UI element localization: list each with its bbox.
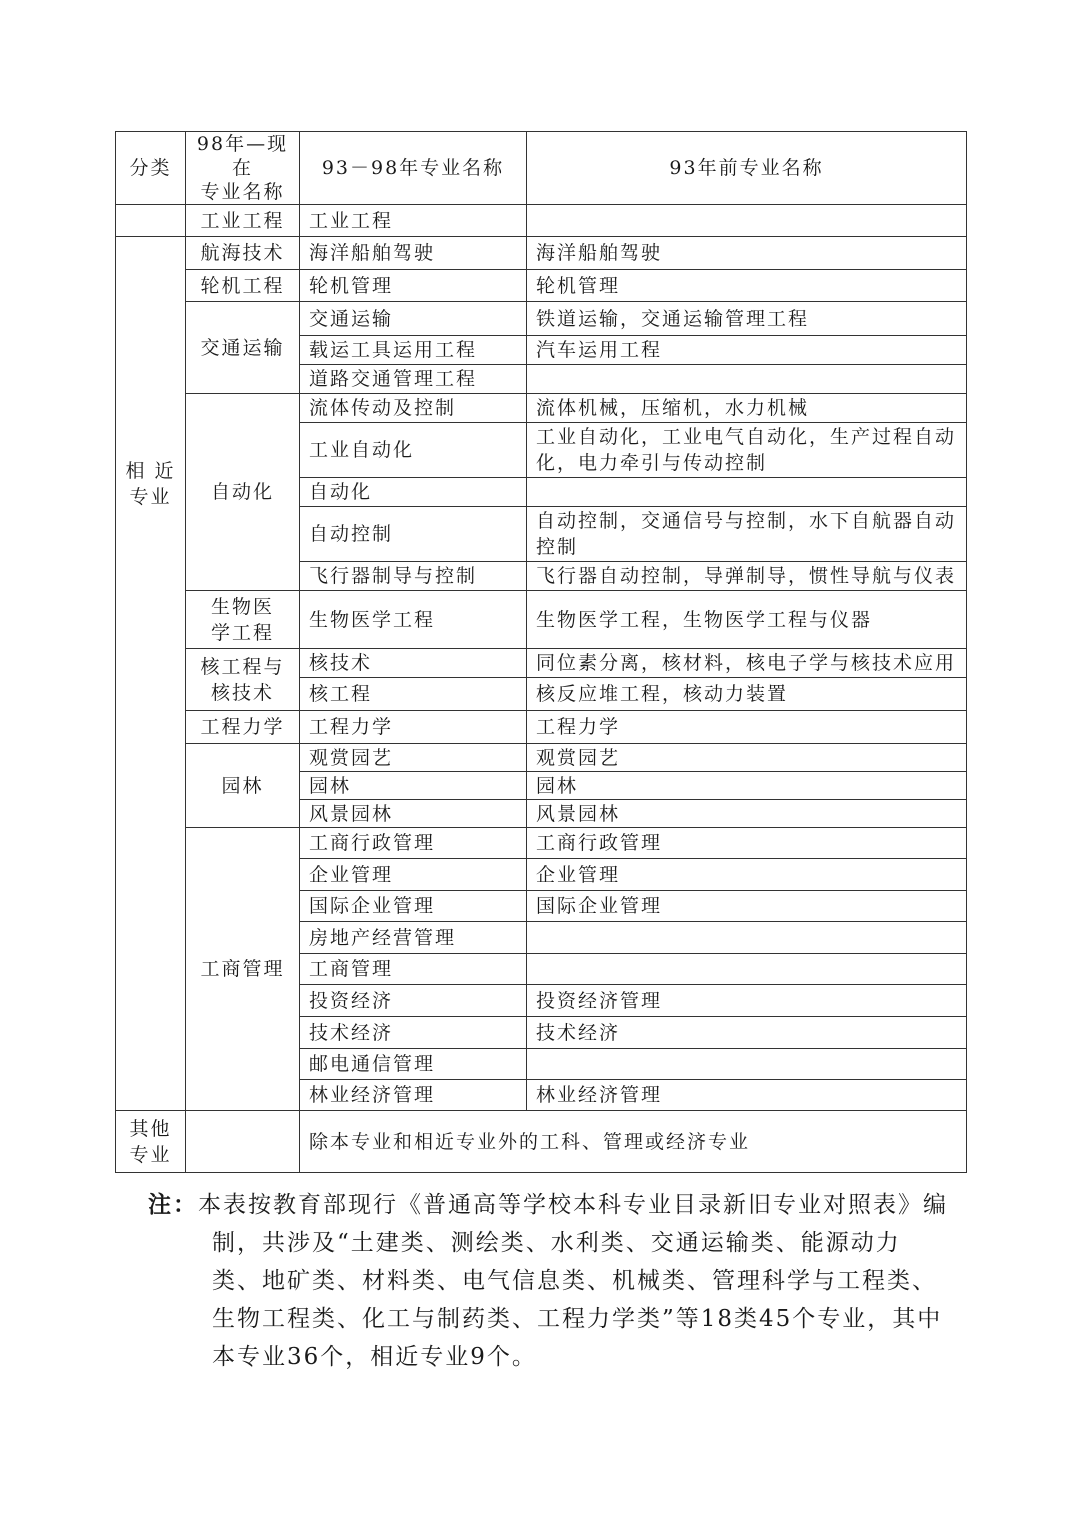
cell-old-name — [527, 205, 967, 237]
cell-old-name: 铁道运输，交通运输管理工程 — [527, 302, 967, 336]
cell-mid-name: 自动控制 — [300, 507, 527, 562]
cell-mid-name: 核工程 — [300, 678, 527, 711]
cell-old-name: 国际企业管理 — [527, 891, 967, 922]
table-row — [116, 591, 967, 649]
cell-mid-name: 自动化 — [300, 478, 527, 507]
cell-old-name: 投资经济管理 — [527, 985, 967, 1017]
table-row — [116, 649, 967, 678]
cell-mid-name: 载运工具运用工程 — [300, 336, 527, 365]
table-header-row — [116, 132, 967, 205]
cell-other-category: 其他 专业 — [116, 1111, 186, 1173]
cell-old-name: 技术经济 — [527, 1017, 967, 1049]
cell-old-name: 企业管理 — [527, 859, 967, 891]
cell-old-name: 轮机管理 — [527, 270, 967, 302]
cell-mid-name: 工业工程 — [300, 205, 527, 237]
table-row — [116, 394, 967, 423]
cell-mid-name: 轮机管理 — [300, 270, 527, 302]
cell-mid-name: 飞行器制导与控制 — [300, 562, 527, 591]
cell-mid-name: 工业自动化 — [300, 423, 527, 478]
cell-old-name — [527, 954, 967, 985]
cell-mid-name: 企业管理 — [300, 859, 527, 891]
cell-mid-name: 工商管理 — [300, 954, 527, 985]
cell-old-name: 林业经济管理 — [527, 1080, 967, 1111]
cell-mid-name: 技术经济 — [300, 1017, 527, 1049]
cell-current-name: 轮机工程 — [186, 270, 300, 302]
cell-old-name — [527, 478, 967, 507]
footnote-text: 本表按教育部现行《普通高等学校本科专业目录新旧专业对照表》编制，共涉及“土建类、测绘类、水利类、交通运输类、能源动力类、地矿类、材料类、电气信息类、机械类、管理科学与工程类、生物工程类、化工与制药类、工程力学类”等18类45个专业，其中本专业36个，相近专业9个。 — [198, 1192, 948, 1370]
cell-mid-name: 交通运输 — [300, 302, 527, 336]
cell-old-name: 工程力学 — [527, 711, 967, 744]
cell-current-name: 工商管理 — [186, 828, 300, 1111]
cell-old-name — [527, 922, 967, 954]
cell-old-name: 观赏园艺 — [527, 744, 967, 772]
cell-mid-name: 道路交通管理工程 — [300, 365, 527, 394]
cell-mid-name: 核技术 — [300, 649, 527, 678]
table-row — [116, 270, 967, 302]
cell-mid-name: 房地产经营管理 — [300, 922, 527, 954]
cell-old-name: 工业自动化，工业电气自动化，生产过程自动化，电力牵引与传动控制 — [527, 423, 967, 478]
cell-current-name: 核工程与 核技术 — [186, 649, 300, 711]
major-comparison-table — [115, 131, 967, 1173]
header-mid-name: 93－98年专业名称 — [300, 132, 527, 205]
cell-related-category: 相 近 专业 — [116, 237, 186, 1111]
cell-category — [116, 205, 186, 237]
cell-current-name: 航海技术 — [186, 237, 300, 270]
cell-current-name: 工程力学 — [186, 711, 300, 744]
footnote-label: 注： — [148, 1191, 198, 1218]
cell-mid-name: 风景园林 — [300, 800, 527, 828]
cell-current-name: 交通运输 — [186, 302, 300, 394]
cell-mid-name: 邮电通信管理 — [300, 1049, 527, 1080]
cell-mid-name: 工商行政管理 — [300, 828, 527, 859]
footnote — [148, 1186, 948, 1376]
cell-mid-name: 流体传动及控制 — [300, 394, 527, 423]
cell-mid-name: 海洋船舶驾驶 — [300, 237, 527, 270]
cell-mid-name: 工程力学 — [300, 711, 527, 744]
cell-other-text: 除本专业和相近专业外的工科、管理或经济专业 — [300, 1111, 967, 1173]
cell-mid-name: 园林 — [300, 772, 527, 800]
header-current-name: 98年—现在 专业名称 — [186, 132, 300, 205]
cell-old-name: 汽车运用工程 — [527, 336, 967, 365]
cell-old-name: 自动控制，交通信号与控制，水下自航器自动控制 — [527, 507, 967, 562]
cell-old-name: 飞行器自动控制，导弹制导，惯性导航与仪表 — [527, 562, 967, 591]
table-row — [116, 828, 967, 859]
cell-current-name: 工业工程 — [186, 205, 300, 237]
cell-old-name: 核反应堆工程，核动力装置 — [527, 678, 967, 711]
cell-other-empty — [186, 1111, 300, 1173]
header-category: 分类 — [116, 132, 186, 205]
table-row — [116, 205, 967, 237]
cell-old-name: 工商行政管理 — [527, 828, 967, 859]
cell-old-name: 园林 — [527, 772, 967, 800]
cell-mid-name: 国际企业管理 — [300, 891, 527, 922]
table-row — [116, 711, 967, 744]
cell-current-name: 自动化 — [186, 394, 300, 591]
cell-old-name: 流体机械，压缩机，水力机械 — [527, 394, 967, 423]
cell-mid-name: 观赏园艺 — [300, 744, 527, 772]
cell-current-name: 生物医 学工程 — [186, 591, 300, 649]
cell-old-name: 风景园林 — [527, 800, 967, 828]
cell-old-name: 生物医学工程，生物医学工程与仪器 — [527, 591, 967, 649]
table-row-other — [116, 1111, 967, 1173]
cell-current-name: 园林 — [186, 744, 300, 828]
cell-mid-name: 林业经济管理 — [300, 1080, 527, 1111]
cell-old-name: 同位素分离，核材料，核电子学与核技术应用 — [527, 649, 967, 678]
table-row — [116, 744, 967, 772]
table-row — [116, 302, 967, 336]
table-row — [116, 237, 967, 270]
cell-old-name: 海洋船舶驾驶 — [527, 237, 967, 270]
cell-mid-name: 生物医学工程 — [300, 591, 527, 649]
cell-old-name — [527, 365, 967, 394]
cell-old-name — [527, 1049, 967, 1080]
cell-mid-name: 投资经济 — [300, 985, 527, 1017]
header-old-name: 93年前专业名称 — [527, 132, 967, 205]
